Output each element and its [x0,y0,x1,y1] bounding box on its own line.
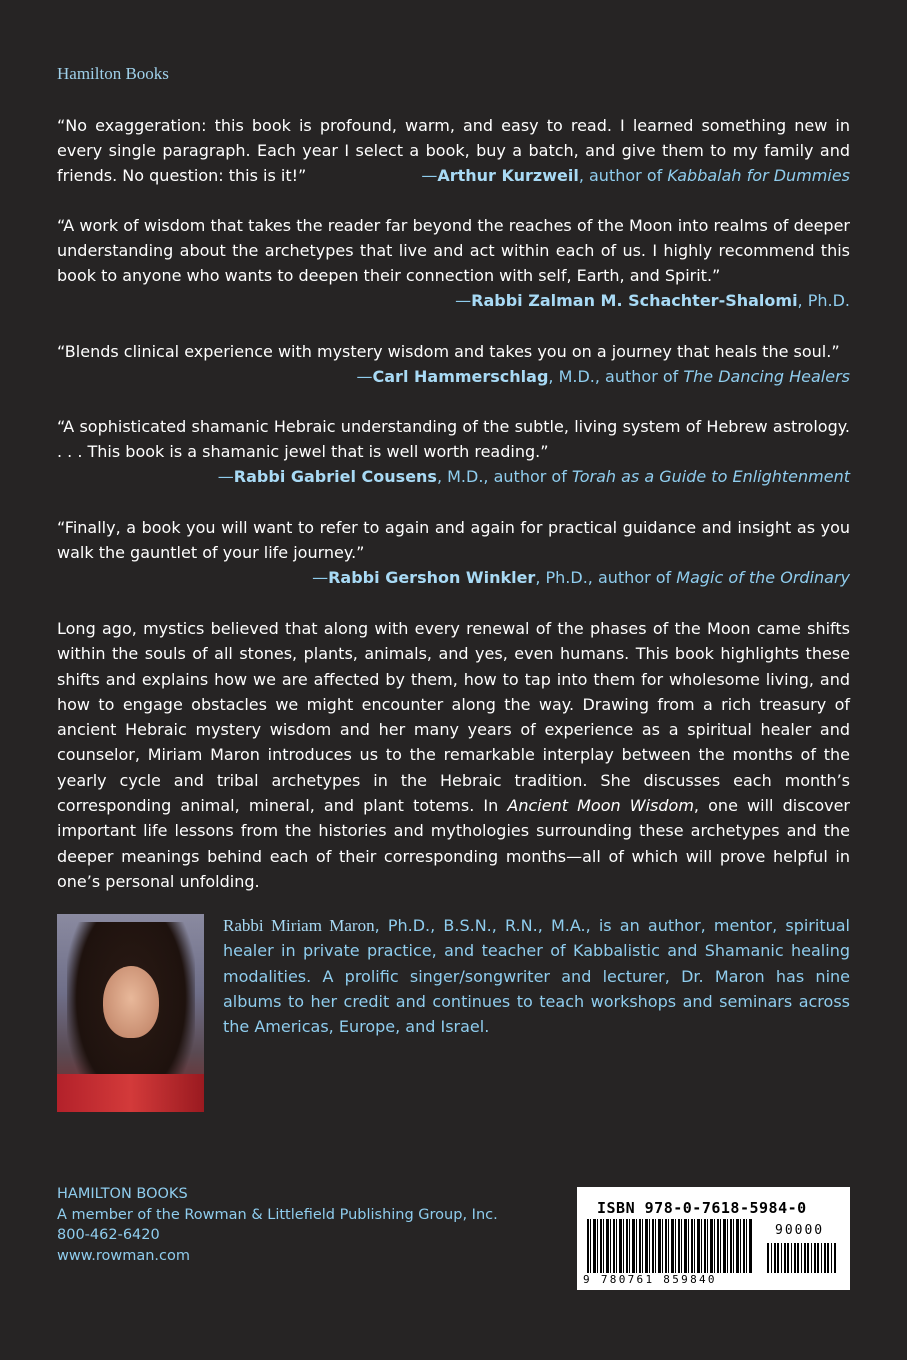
book-title: Ancient Moon Wisdom [507,796,694,816]
endorsement-quote [57,515,850,590]
quote-text: “A sophisticated shamanic Hebraic understanding of the subtle, living system of Hebrew astrology. . . . This book is a shamanic jewel that is well worth reading.” [57,417,850,461]
quote-attribution: —Rabbi Gabriel Cousens, M.D., author of Torah as a Guide to Enlightenment [217,467,850,486]
quote-attribution: —Rabbi Gershon Winkler, Ph.D., author of Magic of the Ordinary [312,568,850,587]
isbn-label: ISBN 978-0-7618-5984-0 [597,1199,807,1217]
endorsement-quote [57,339,850,389]
barcode-bars [587,1219,752,1273]
endorsement-quote [57,113,850,188]
price-barcode-bars [767,1243,837,1273]
quote-author: Carl Hammerschlag [372,367,549,386]
isbn-barcode [577,1187,850,1290]
publisher-website: www.rowman.com [57,1247,191,1264]
quote-text: “Finally, a book you will want to refer to again and again for practical guidance and insight as you walk the gauntlet of your life journey.” [57,518,850,562]
author-bio: Rabbi Miriam Maron, Ph.D., B.S.N., R.N., M.A., is an author, mentor, spiritual healer in private practice, and teacher of Kabbalistic and Shamanic healing modalities. A prolific singer/songwriter and lecturer, Dr. Maron has nine albums to her credit and continues to teach workshops and seminars across the Americas, Europe, and Israel. [223,916,850,1037]
quote-text: “A work of wisdom that takes the reader far beyond the reaches of the Moon into realms of deeper understanding about the archetypes that live and act within each of us. I highly recommend this book to anyone who wants to deepen their connection with self, Earth, and Spirit.” [57,216,850,285]
quote-author: Rabbi Gershon Winkler [328,568,536,587]
publisher-member: A member of the Rowman & Littlefield Publishing Group, Inc. [57,1206,498,1223]
publisher-imprint: Hamilton Books [57,64,169,83]
quote-work: The Dancing Healers [683,367,850,386]
author-name: Rabbi Miriam Maron [223,916,375,935]
publisher-info [57,1184,498,1266]
endorsement-quote [57,414,850,489]
quote-work: Magic of the Ordinary [676,568,850,587]
book-description: Long ago, mystics believed that along with every renewal of the phases of the Moon came shifts within the souls of all stones, plants, animals, and yes, even humans. This book highlights these shifts and explains how we are affected by them, how to tap into them for wholesome living, and how to engage obstacles we might encounter along the way. Drawing from a rich treasury of ancient Hebraic mystery wisdom and her many years of experience as a spiritual healer and counselor, Miriam Maron introduces us to the remarkable interplay between the months of the yearly cycle and tribal archetypes in the Hebraic tradition. She discusses each month’s corresponding animal, mineral, and plant totems. In Ancient Moon Wisdom, one will discover important life lessons from the histories and mythologies surrounding these archetypes and the deeper meanings behind each of their corresponding months—all of which will prove helpful in one’s personal unfolding. [57,619,851,891]
author-photo [57,914,204,1112]
price-code: 90000 [775,1223,825,1238]
quote-author: Rabbi Gabriel Cousens [233,467,437,486]
quote-work: Kabbalah for Dummies [667,166,850,185]
publisher-name: HAMILTON BOOKS [57,1186,188,1202]
publisher-phone: 800-462-6420 [57,1227,160,1243]
quote-attribution: —Rabbi Zalman M. Schachter-Shalomi, Ph.D. [455,291,850,310]
quote-author: Rabbi Zalman M. Schachter-Shalomi [471,291,798,310]
quote-text: “No exaggeration: this book is profound, warm, and easy to read. I learned something new in every single paragraph. Each year I select a book, buy a batch, and give them to my family and friends. No question: this is it!” [57,116,850,185]
quote-text: “Blends clinical experience with mystery wisdom and takes you on a journey that heals the soul.” [57,342,840,361]
quote-author: Arthur Kurzweil [437,166,579,185]
barcode-digits: 9 780761 859840 [583,1273,753,1286]
endorsement-quote [57,213,850,313]
quote-attribution: —Carl Hammerschlag, M.D., author of The Dancing Healers [356,367,850,386]
quote-attribution: —Arthur Kurzweil, author of Kabbalah for Dummies [421,166,850,185]
quote-work: Torah as a Guide to Enlightenment [571,467,850,486]
